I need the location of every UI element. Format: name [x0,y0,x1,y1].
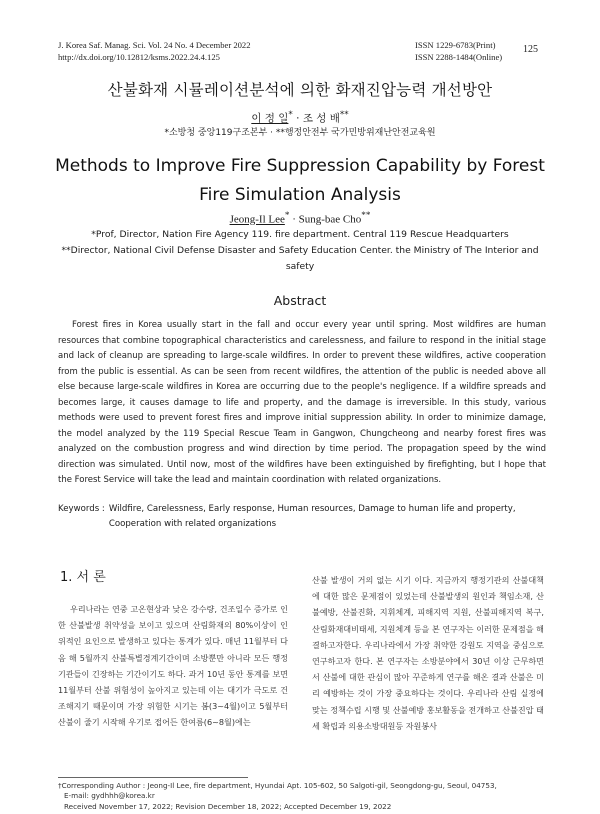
english-author-1-mark: * [284,210,290,220]
keywords-list: Wildfire, Carelessness, Early response, Human resources, Damage to human life and property, Cooperation with related organizations [108,504,516,529]
issn-block [415,40,502,63]
author-separator: · [292,112,303,125]
doi-link[interactable]: http://dx.doi.org/10.12812/ksms.2022.24.4.125 [58,51,220,62]
keywords-label: Keywords : [58,504,105,514]
section-title: 1. 서 론 [60,570,106,585]
journal-header [58,40,251,63]
abstract-body: Forest fires in Korea usually start in the fall and occur every year until spring. Most wildfires are human resources that combine topographical characteristics and carelessness, and failure to respond in the initial stage and lack of cleanup are spreading to large-scale wildfires. In order to prevent these wildfires, active cooperation from the public is essential. As can be seen from recent wildfires, the attention of the public is needed above all else because large-scale wildfires in Korea are occurring due to the people's negligence. If a wildfire spreads and becomes large, it causes damage to life and property, and the damage is irreversible. In this study, various methods were used to prevent forest fires and improve initial suppression ability. In order to minimize damage, the model analyzed by the 119 Special Rescue Team in Gangwon, Chungcheong and nearby forest fires was analyzed on the combustion progress and wind direction by time period. The propagation speed by the wind direction was simulated. Until now, most of the wildfires have been extinguished by firefighting, but I hope that the Forest Service will take the lead and maintain coordination with related organizations. [58,320,546,485]
received-dates: Received November 17, 2022; Revision December 18, 2022; Accepted December 19, 2022 [64,801,392,811]
english-author-2-mark: ** [361,210,371,220]
english-authors [0,210,600,226]
english-affiliation-1: *Prof, Director, Nation Fire Agency 119. fire department. Central 119 Rescue Headquarters [91,229,509,240]
english-affiliation [60,227,540,275]
issn-online: ISSN 2288-1484(Online) [415,51,503,62]
english-author-2: Sung-bae Cho [298,213,362,226]
korean-title: 산불화재 시뮬레이션분석에 의한 화재진압능력 개선방안 [107,81,493,99]
korean-affiliation: *소방청 중앙119구조본부 · **행정안전부 국가민방위재난안전교육원 [164,128,436,138]
english-affiliation-2: **Director, National Civil Defense Disaster and Safety Education Center. the Ministry of The Interior and safety [61,245,539,272]
english-title: Methods to Improve Fire Suppression Capability by Forest Fire Simulation Analysis [55,156,545,205]
korean-author-1: 이 정 일 [251,112,289,125]
footnote [58,781,548,812]
journal-citation: J. Korea Saf. Manag. Sci. Vol. 24 No. 4 December 2022 [58,40,251,50]
abstract-heading: Abstract [273,293,327,308]
korean-authors [0,110,600,126]
intro-left-column: 우리나라는 연중 고온현상과 낮은 강수량, 건조일수 증가로 인한 산불발생 취약성을 보이고 있으며 산림화재의 80%이상이 인위적인 요인으로 발생하고 있다는 통계가 있다. 매년 11월부터 다음 해 5월까지 산불특별경계기간이며 소방뿐만 아니라 모든 행정기관들이 긴장하는 기간이기도 하다. 과거 10년 동안 통계를 보면 11월부터 산불 위험성이 높아지고 있는데 이는 대기가 극도로 건조해지기 때문이며 가장 위험한 시기는 봄(3~4월)이고 5월부터 산불이 줄기 시작해 우기로 접어든 한여름(6~8월)에는 [58,604,288,728]
corresponding-author: †Corresponding Author : Jeong-Il Lee, fire department, Hyundai Apt. 105-602, 50 Salgoti-gil, Seongdong-gu, Seoul, 04753, [58,781,497,790]
intro-right-column: 산불 발생이 거의 없는 시기 이다. 지금까지 행정기관의 산불대책에 대한 많은 문제점이 있었는데 산불발생의 원인과 책임소재, 산불예방, 산불진화, 지휘체계, 피해지역 지원, 산불피해지역 복구, 산림화재대비태세, 지원체계 등을 본 연구자는 이러한 문제점을 해결하고자한다. 우리나라에서 가장 취약한 강원도 지역을 중심으로 연구하고자 한다. 본 연구자는 소방분야에서 30년 이상 근무하면서 산불에 대한 관심이 많아 꾸준하게 연구를 해온 결과 산불은 미리 예방하는 것이 가장 중요하다는 것이다. 우리나라 산림 실정에 맞는 정책수립 시행 및 산불예방 홍보활동을 전개하고 산불진압 태세 확립과 의용소방대원등 자원봉사 [312,575,544,731]
footnote-divider [58,777,248,778]
author-separator: · [289,213,299,226]
english-author-1: Jeong-Il Lee [229,213,285,226]
author-email[interactable]: E-mail: gydhhh@korea.kr [64,791,155,801]
issn-print: ISSN 1229-6783(Print) [415,40,496,50]
korean-author-2-mark: ** [339,110,349,120]
page-number: 125 [523,44,538,55]
korean-author-2: 조 성 배 [302,112,340,125]
keywords-block [58,502,548,532]
korean-author-1-mark: * [288,110,293,120]
